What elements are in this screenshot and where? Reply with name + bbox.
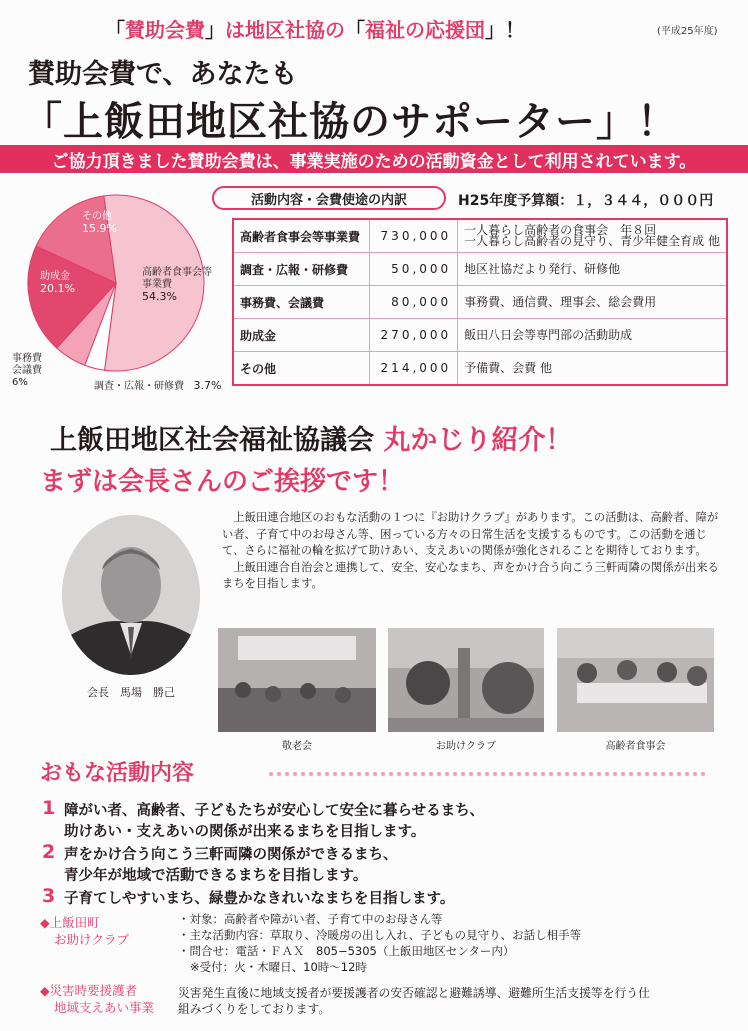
intro-title [50, 418, 572, 457]
divider-dot [429, 772, 433, 776]
activity-text: 青少年が地域で活動できるまちを目指します。 [64, 868, 368, 884]
divider-dot [269, 772, 273, 776]
photo-caption: 敬老会 [282, 741, 312, 752]
divider-dot [541, 772, 545, 776]
divider-dot [525, 772, 529, 776]
divider-dot [693, 772, 697, 776]
divider-dot [453, 772, 457, 776]
dotted-divider [268, 771, 708, 777]
divider-dot [309, 772, 313, 776]
pie-label-meal: 高齢者食事会等 事業費 54.3% [142, 267, 212, 303]
row-amount: 270,000 [370, 319, 458, 352]
divider-dot [685, 772, 689, 776]
otasuke-content: ・主な活動内容：草取り、冷暖房の出し入れ、子どもの見守り、お話し相手等 [178, 928, 582, 942]
divider-dot [501, 772, 505, 776]
divider-dot [517, 772, 521, 776]
divider-dot [277, 772, 281, 776]
divider-dot [357, 772, 361, 776]
divider-dot [381, 772, 385, 776]
greeting-paragraph-2: 上飯田連合自治会と連携して、安全、安心なまち、声をかけ合う向こう三軒両隣の関係が出来るまちを目指します。 [222, 560, 719, 590]
slogan-bracket: 「 [105, 18, 125, 42]
photo-respect-for-aged [218, 628, 376, 732]
greeting-heading: まずは会長さんのご挨拶です！ [40, 467, 405, 497]
divider-dot [365, 772, 369, 776]
row-note: 予備費、会費 他 [464, 360, 552, 375]
table-row [234, 220, 726, 253]
divider-dot [629, 772, 633, 776]
pie-label-other: その他 15.9% [82, 211, 117, 235]
slogan-bracket: 」 [205, 18, 225, 42]
divider-dot [637, 772, 641, 776]
budget-total: H25年度予算額：１，３４４，０００円 [458, 193, 714, 209]
divider-dot [557, 772, 561, 776]
divider-dot [437, 772, 441, 776]
divider-dot [621, 772, 625, 776]
row-note: 飯田八日会等専門部の活動助成 [458, 319, 726, 352]
pie-label-grant: 助成金 20.1% [40, 271, 75, 295]
divider-dot [389, 772, 393, 776]
activity-text: 声をかけ合う向こう三軒両隣の関係ができるまち、 [64, 847, 398, 863]
divider-dot [613, 772, 617, 776]
breakdown-label: 活動内容・会費使途の内訳 [212, 186, 446, 210]
otasuke-hours: ※受付：火・木曜日、10時〜12時 [190, 960, 367, 974]
divider-dot [373, 772, 377, 776]
row-amount: 80,000 [370, 286, 458, 319]
divider-dot [565, 772, 569, 776]
slogan-bracket: 「 [345, 18, 365, 42]
pie-label-office: 事務費 会議費 6% [12, 353, 42, 388]
usage-banner: ご協力頂きました賛助会費は、事業実施のための活動資金として利用されています。 [0, 145, 748, 173]
table-row [234, 352, 726, 385]
activity-number: 1 [42, 797, 56, 819]
photo-caption: 高齢者食事会 [605, 741, 666, 752]
activity-text: 障がい者、高齢者、子どもたちが安心して安全に暮らせるまち、 [64, 803, 485, 819]
photo-icon [557, 628, 714, 732]
slogan-end: 」！ [485, 18, 525, 42]
activity-number: 2 [42, 841, 56, 863]
divider-dot [469, 772, 473, 776]
row-category: 高齢者食事会等事業費 [234, 220, 370, 253]
divider-dot [445, 772, 449, 776]
divider-dot [533, 772, 537, 776]
divider-dot [597, 772, 601, 776]
divider-dot [293, 772, 297, 776]
year-note: (平成25年度) [657, 26, 718, 37]
disaster-text-2: 組みづくりをしております。 [178, 1002, 331, 1016]
slogan-fan: 福祉の応援団 [365, 18, 485, 42]
divider-dot [461, 772, 465, 776]
activity-text: 助けあい・支えあいの関係が出来るまちを目指します。 [64, 824, 426, 840]
headline-line1: 賛助会費で、あなたも [28, 59, 298, 90]
divider-dot [325, 772, 329, 776]
row-note: 地区社協だより発行、研修他 [458, 253, 726, 286]
activities-title: おもな活動内容 [40, 761, 195, 786]
photo-otasuke-club [388, 628, 544, 732]
divider-dot [413, 772, 417, 776]
divider-dot [405, 772, 409, 776]
photo-caption: お助けクラブ [436, 741, 496, 752]
photo-icon [218, 628, 376, 732]
slogan-term: 賛助会費 [125, 18, 205, 42]
row-category: 調査・広報・研修費 [234, 253, 370, 286]
divider-dot [645, 772, 649, 776]
greeting-paragraph-1: 上飯田連合地区のおもな活動の１つに『お助けクラブ』があります。この活動は、高齢者、障がい者、子育て中のお母さん等、困っている方々の日常生活を支援するものです。この活動を通じて、さらに福祉の輪を拡げて助けあい、支えあいの関係が強化されることを期待しております。 [222, 511, 719, 557]
disaster-text-1: 災害発生直後に地域支援者が要援護者の安否確認と避難誘導、避難所生活支援等を行う仕 [178, 986, 650, 1000]
divider-dot [349, 772, 353, 776]
slogan-mid: は地区社協の [225, 18, 345, 42]
top-slogan [105, 14, 625, 43]
divider-dot [589, 772, 593, 776]
disaster-heading: ◆災害時要援護者 地域支えあい事業 [40, 983, 155, 1015]
divider-dot [301, 772, 305, 776]
divider-dot [285, 772, 289, 776]
divider-dot [317, 772, 321, 776]
intro-title-main: 上飯田地区社会福祉協議会 [50, 425, 374, 456]
row-amount: 50,000 [370, 253, 458, 286]
activity-text: 子育てしやすいまち、緑豊かなきれいなまちを目指します。 [64, 891, 455, 907]
divider-dot [477, 772, 481, 776]
row-category: 助成金 [234, 319, 370, 352]
divider-dot [677, 772, 681, 776]
dotted-divider [40, 493, 480, 499]
divider-dot [653, 772, 657, 776]
otasuke-target: ・対象：高齢者や障がい者、子育て中のお母さん等 [178, 912, 443, 926]
divider-dot [605, 772, 609, 776]
row-amount: 730,000 [370, 220, 458, 253]
otasuke-heading: ◆上飯田町 お助けクラブ [40, 915, 130, 947]
row-category: 事務費、会議費 [234, 286, 370, 319]
divider-dot [701, 772, 705, 776]
row-category: その他 [234, 352, 370, 385]
greeting-text [222, 510, 722, 593]
pie-label-research: 調査・広報・研修費 3.7% [94, 379, 222, 392]
divider-dot [397, 772, 401, 776]
divider-dot [509, 772, 513, 776]
divider-dot [333, 772, 337, 776]
divider-dot [421, 772, 425, 776]
photo-icon [388, 628, 544, 732]
budget-table [232, 218, 728, 386]
chairman-caption: 会長 馬場 勝己 [87, 686, 175, 699]
divider-dot [661, 772, 665, 776]
table-row [234, 319, 726, 352]
divider-dot [493, 772, 497, 776]
row-note: 一人暮らし高齢者の食事会 年８回 一人暮らし高齢者の見守り、青少年健全育成 他 [458, 220, 726, 253]
otasuke-contact: ・問合せ：電話・ＦＡＸ 805−5305（上飯田地区センター内） [178, 944, 515, 958]
row-amount: 214,000 [370, 352, 458, 385]
table-row [234, 253, 726, 286]
divider-dot [549, 772, 553, 776]
divider-dot [573, 772, 577, 776]
table-row [234, 286, 726, 319]
intro-title-accent: 丸かじり紹介！ [383, 425, 573, 456]
chairman-portrait [62, 515, 200, 675]
divider-dot [669, 772, 673, 776]
activity-number: 3 [42, 885, 56, 907]
divider-dot [485, 772, 489, 776]
row-note: 事務費、通信費、理事会、総会費用 [458, 286, 726, 319]
headline-line2: 「上飯田地区社協のサポーター」！ [22, 99, 678, 145]
divider-dot [341, 772, 345, 776]
photo-elderly-meal [557, 628, 714, 732]
divider-dot [581, 772, 585, 776]
chairman-photo-icon [62, 515, 200, 675]
